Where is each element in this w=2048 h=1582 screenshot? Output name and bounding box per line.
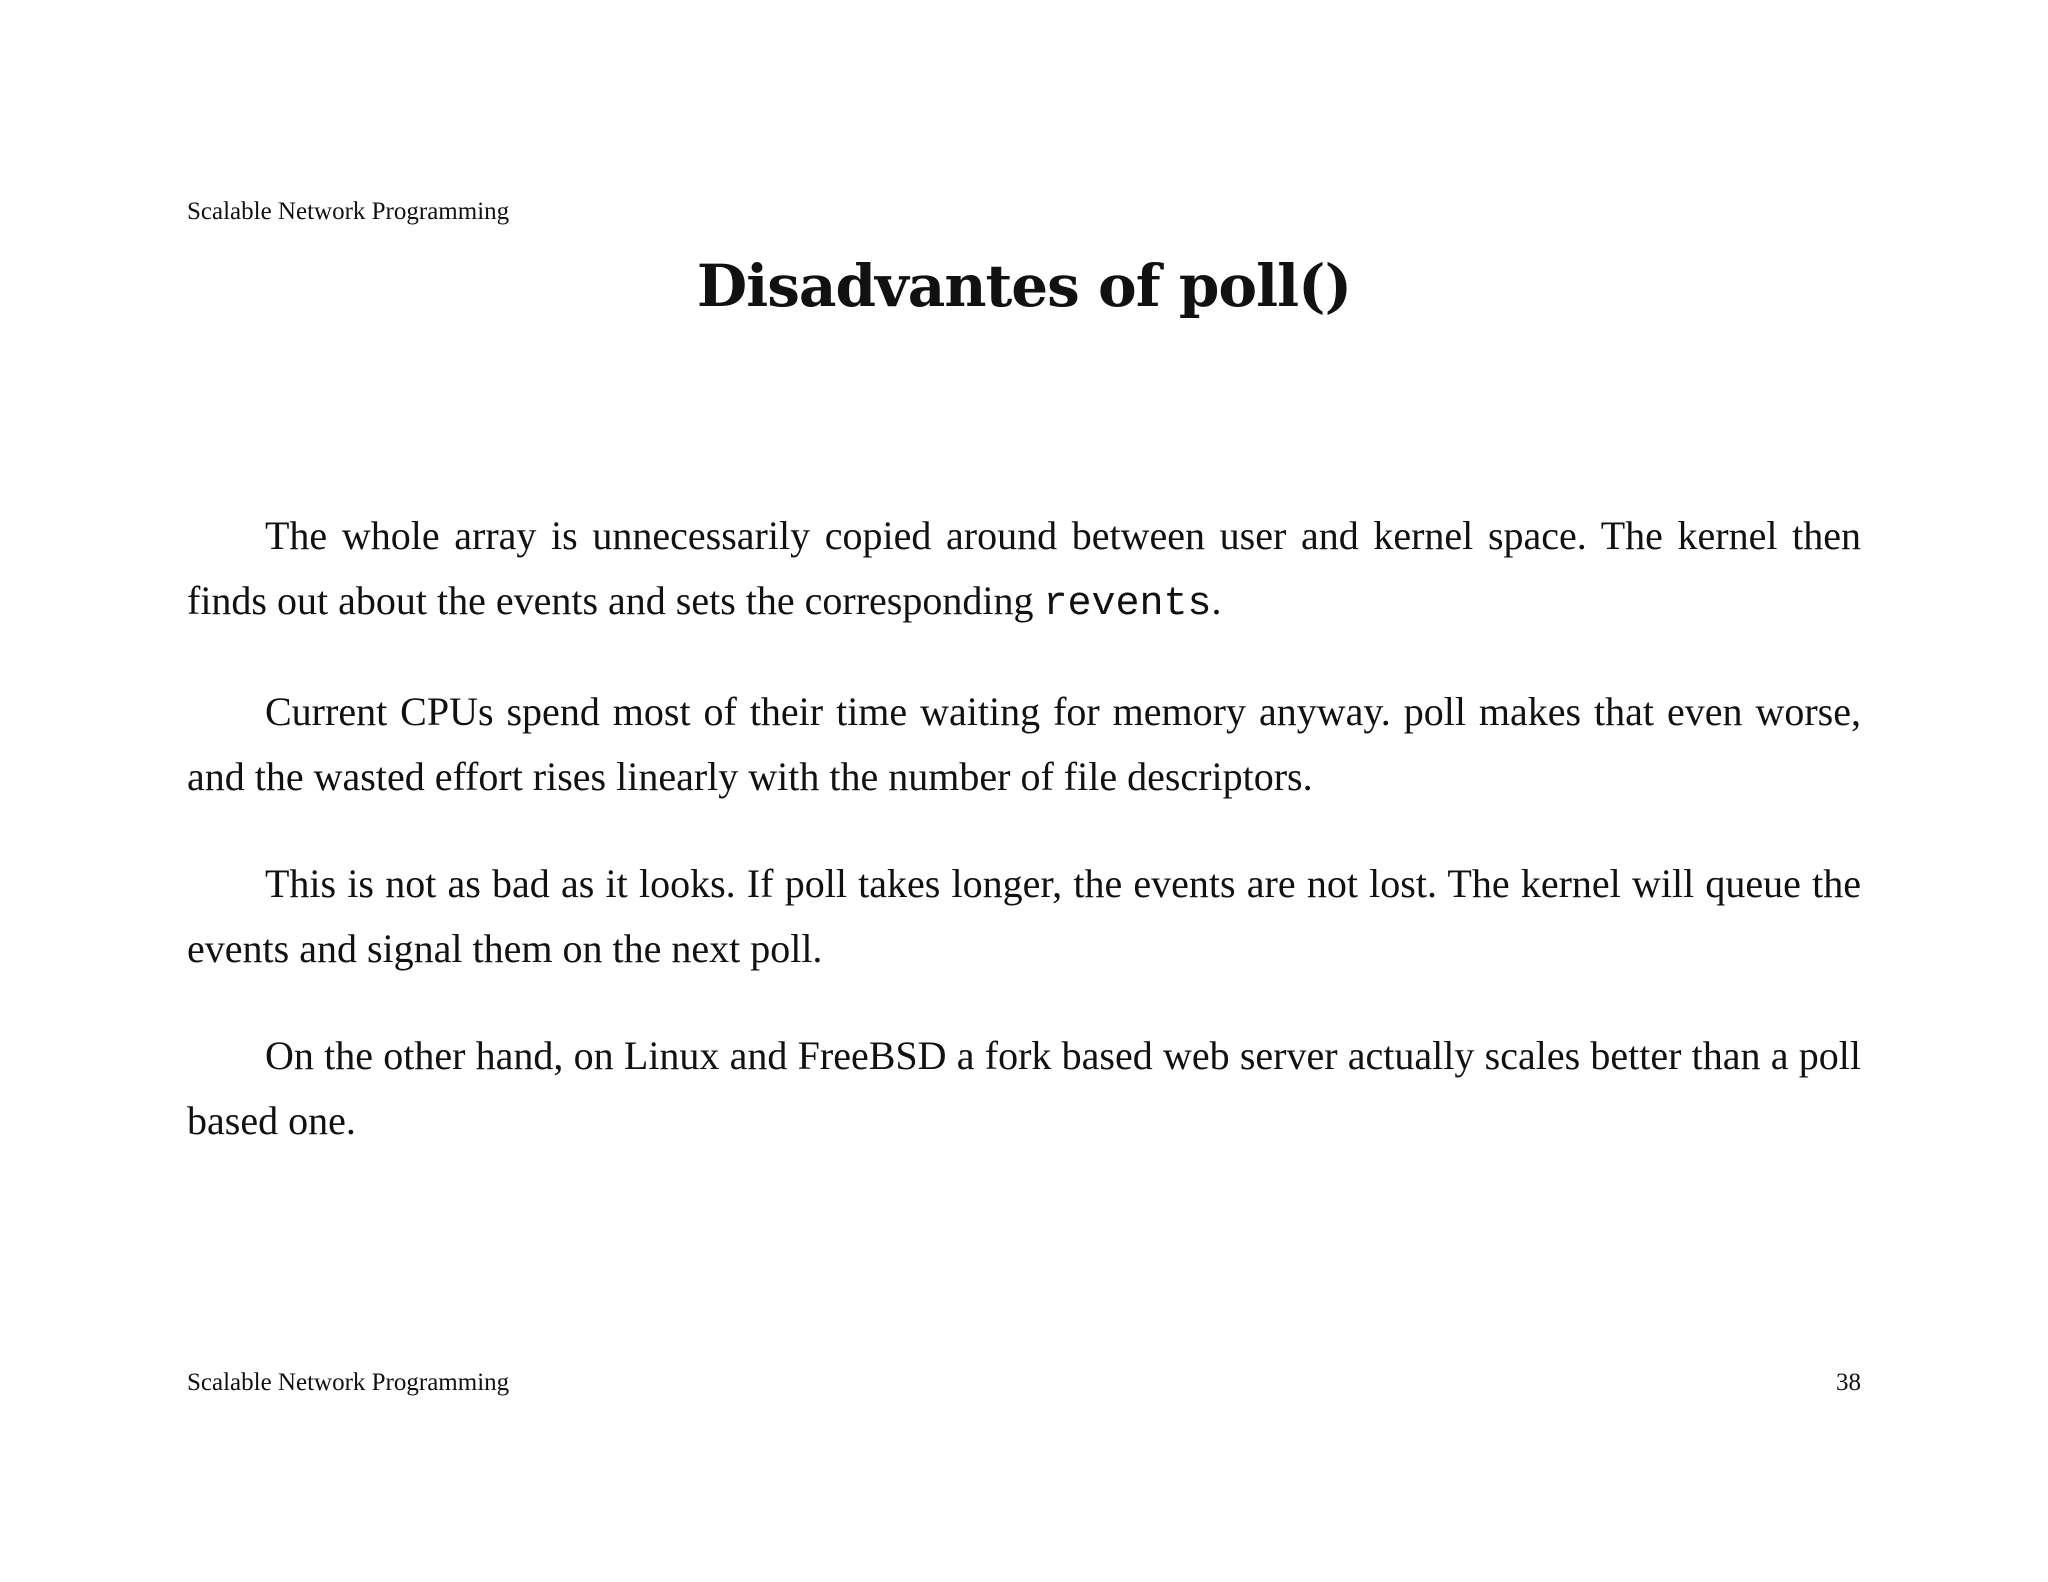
running-header: Scalable Network Programming [187, 198, 510, 225]
paragraph-1 [187, 503, 1861, 637]
inline-code: revents [1043, 582, 1212, 627]
paragraph-3: This is not as bad as it looks. If poll takes longer, the events are not lost. The kernel will queue the events and signal them on the next poll. [187, 861, 1861, 971]
body-text [187, 503, 1861, 1195]
page-number: 38 [1836, 1369, 1861, 1396]
paragraph-tail: . [1211, 578, 1222, 623]
paragraph-2: Current CPUs spend most of their time waiting for memory anyway. poll makes that even worse, and the wasted effort rises linearly with the number of file descriptors. [187, 689, 1861, 799]
paragraph-4: On the other hand, on Linux and FreeBSD a fork based web server actually scales better than a poll based one. [187, 1033, 1861, 1143]
slide-title: Disadvantes of poll() [696, 252, 1352, 320]
running-footer: Scalable Network Programming [187, 1369, 510, 1396]
paragraph-text: The whole array is unnecessarily copied around between user and kernel space. The kernel then finds out about the events and sets the corresponding [187, 513, 1861, 623]
